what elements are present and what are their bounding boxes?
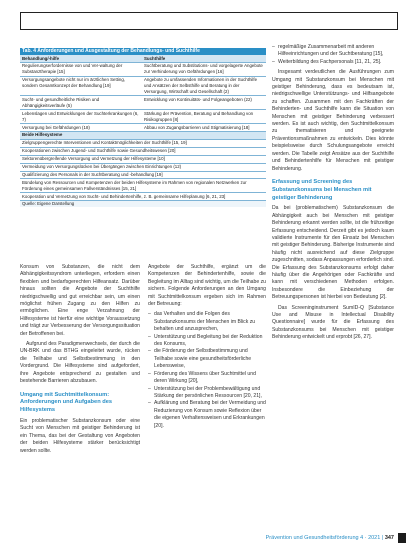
- paragraph: Das Screeninginstrument SumID-Q [Substance Use and Misuse in Intellectual Disability Questionnaire] wurde für die Erfassung des Substanzkonsums bei Menschen mit geistiger Behinderung entwickelt und erprobt [26, 27].: [272, 304, 394, 341]
- list-item: – Unterstützung und Begleitung bei der Reduktion des Konsums,: [154, 334, 266, 349]
- paragraph: Aufgrund des Paradigmenwechsels, der durch die UN-BRK und das BTHG eingeleitet wurde, rücken die Teilhabe und Selbstbestimmung in den Vordergrund. Die Hilfesysteme sind aufgefordert, ihre Angebote entsprechend zu gestalten und bestehende Barrieren abzubauen.: [20, 341, 140, 385]
- list-item: – regelmäßige Zusammenarbeit mit anderen Hilfeeinrichtungen und der Suchtberatung [15],: [278, 44, 394, 59]
- page-number: 347: [384, 535, 394, 541]
- table-row: [20, 139, 266, 147]
- table-caption: Tab. 4 Anforderungen und Ausgestaltung der Behandlungs- und Suchthilfe: [20, 48, 266, 55]
- list-item: – die Förderung der Selbstbestimmung und Teilhabe sowie eine gesundheitsförderliche Lebensweise,: [154, 348, 266, 370]
- table-header-left: Behandlung/-hilfe: [20, 55, 142, 62]
- footer-marker: [398, 533, 406, 543]
- paragraph: Konsum von Substanzen, die nicht dem Abhängigkeitssyndrom unterliegen, erfordern einen flexiblen und bedarfsgerechten Hilfeansatz. Darüber hinaus sollten die Angebote der Suchthilfe niedrigschwellig und gut erreichbar sein, um einen möglichst frühen Zugang zu den Hilfen zu ermöglichen. Eine enge Verzahnung der Hilfesysteme ist hierfür eine wichtige Voraussetzung und trägt zur Verbesserung der Versorgungssituation der Betroffenen bei.: [20, 264, 140, 337]
- text-column-2: [148, 264, 266, 433]
- paragraph: Da bei (problematischem) Substanzkonsum die Abhängigkeit auch bei Menschen mit geistiger Behinderung erkannt werden sollte, ist die frühzeitige Erfassung entscheidend. Derzeit gibt es jedoch kaum validierte Instrumente für den Einsatz bei Menschen mit geistiger Behinderung. Bisherige Instrumente sind häufig nicht ausreichend auf diese Zielgruppe zugeschnitten, sodass Anpassungen erforderlich sind. Die Erfassung des Substanzkonsums erfolgt daher häufig über die Angehörigen oder Fachkräfte und kann mit verschiedenen Methoden erfolgen. Insbesondere die Einbeziehung der Betreuungspersonen ist hierbei von Bedeutung [2].: [272, 205, 394, 301]
- table-source: Quelle: Eigene Darstellung: [20, 200, 266, 207]
- text-column-3: [272, 44, 394, 345]
- table-row: [20, 76, 266, 96]
- list-item: – Förderung des Wissens über Suchtmittel und deren Wirkung [20],: [154, 371, 266, 386]
- table-4: [20, 48, 266, 207]
- table-row: [20, 179, 266, 193]
- table-cell: Abbau von Zugangsbarrieren und Stigmatisierung [18]: [142, 124, 266, 132]
- table-cell: Bündelung von Ressourcen und Kompetenzen der beiden Hilfesysteme im Rahmen von regionalen Netzwerken zur Förderung eines gemeinsamen Fallverständnisses [15, 21]: [20, 179, 266, 193]
- bullet-list: [272, 44, 394, 66]
- table-cell: Regulierungserfordernisse von und Ver-waltung der Substanztherapie [15]: [20, 62, 142, 76]
- paragraph: Ein problematischer Substanzkonsum oder eine Sucht von Menschen mit geistiger Behinderung ist ein Thema, das bei der Gestaltung von Angeboten der beiden Hilfesysteme stärker berücksichtigt werden sollte.: [20, 417, 140, 454]
- journal-name: Prävention und Gesundheitsförderung 4 · 2021: [265, 535, 381, 541]
- table-cell: Suchtberatung und Substitutions- und vorgelagerte Angebote zur Verhinderung von Gefährdungen [16]: [142, 62, 266, 76]
- table-row: [20, 62, 266, 76]
- bullet-list: [148, 311, 266, 430]
- text-column-1: [20, 264, 140, 458]
- table-cell: Sektorenübergreifende Versorgung und Vernetzung der Hilfesysteme [10]: [20, 155, 266, 163]
- table-row: [20, 110, 266, 124]
- paragraph: Insgesamt verdeutlichen die Ausführungen zum Umgang mit Substanzkonsum bei Menschen mit geistiger Behinderung, dass es bedeutsam ist, niedrigschwellige Unterstützungs- und Hilfsangebote zu schaffen. Zusammen mit den Fachkräften der Behinderten- und Suchthilfe kann die Situation von Menschen mit geistiger Behinderung verbessert werden. Es ist auch wichtig, den Suchtmittelkonsum zu thematisieren und geeignete Präventionsmaßnahmen zu entwickeln. Dies könnte beispielsweise durch Schulungsangebote erreicht werden. Die Tabelle zeigt Ansätze aus der Suchthilfe und Behindertenhilfe für Menschen mit geistiger Behinderung.: [272, 69, 394, 172]
- table-section-row: [20, 131, 266, 139]
- list-item: – Unterstützung bei der Problembewältigung und Stärkung der persönlichen Ressourcen [20, 21],: [154, 386, 266, 401]
- table-row: [20, 124, 266, 132]
- table-cell: Sucht- und gesundheitliche Risiken und Abhängigkeitsverläufe (5): [20, 96, 142, 110]
- table-row: [20, 147, 266, 155]
- list-item: – Aufklärung und Beratung bei der Vermeidung und Reduzierung von Konsum sowie Reflexion über die eigenen Verhaltensweisen und Erkrankungen [20].: [154, 400, 266, 430]
- footer-text: Prävention und Gesundheitsförderung 4 · 2021 | 347: [265, 535, 394, 541]
- table-cell: Stärkung der Prävention, Beratung und Behandlung von Risikogruppen [8]: [142, 110, 266, 124]
- table-row: [20, 193, 266, 200]
- table-cell: Versorgungsangebote nicht nur im ärztlichen Setting, sondern Gesamtkonzept der Behandlung [19]: [20, 76, 142, 96]
- table-cell: Kooperationen zwischen Jugend- und Suchthilfe sowie Gesundheitswesen [20]: [20, 147, 266, 155]
- table-cell: Qualifizierung des Personals in der Suchtberatung und -behandlung [19]: [20, 171, 266, 179]
- list-item: – Weiterbildung des Fachpersonals [11, 21, 25].: [278, 59, 394, 66]
- paragraph: Angebote der Suchthilfe, ergänzt um die Kompetenzen der Behindertenhilfe, sowie die Begleitung im Alltag sind wichtig, um die Teilhabe zu sichern. Folgende Anforderungen an den Umgang mit Suchtmittelkonsum ergeben sich im Rahmen der Betreuung:: [148, 264, 266, 308]
- list-item: – das Verhalten und die Folgen des Substanzkonsums der Menschen im Blick zu behalten und anzusprechen,: [154, 311, 266, 333]
- table-body: [20, 55, 266, 200]
- table-cell: Lebenslagen und Entwicklungen der Suchterkrankungen (6, 7): [20, 110, 142, 124]
- table-section-label: Beide Hilfesysteme: [20, 131, 266, 139]
- table-cell: Angebote zu umfassenden Informationen in der Suchthilfe und Ansätzen der Selbsthilfe und Beratung in der Versorgung, Wirtschaft und Gesellschaft (2): [142, 76, 266, 96]
- page-footer: [20, 533, 408, 543]
- table-row: [20, 163, 266, 171]
- table-cell: Entwicklung von Kontinuitäts- und Folgeangeboten (22): [142, 96, 266, 110]
- table-cell: Versorgung bei Gefährdungen (18): [20, 124, 142, 132]
- table-cell: Kooperation und Vernetzung von Sucht- und Behindertenhilfe, z. B. gemeinsame Hilfeplanung [6, 21, 23]: [20, 193, 266, 200]
- table-cell: Vermeidung von Versorgungslücken bei Übergängen zwischen Einrichtungen (12): [20, 163, 266, 171]
- table-header-row: [20, 55, 266, 62]
- table-row: [20, 96, 266, 110]
- section-heading: Umgang mit Suchtmittelkonsum: Anforderungen und Aufgaben des Hilfesystems: [20, 391, 113, 414]
- table-header-right: Suchthilfe: [142, 55, 266, 62]
- table-row: [20, 155, 266, 163]
- table-row: [20, 171, 266, 179]
- table-cell: Zielgruppengerechte Interventionen und Kontaktmöglichkeiten der Suchthilfe [15, 19]: [20, 139, 266, 147]
- header-rule-box: [20, 12, 398, 30]
- section-heading: Erfassung und Screening des Substanzkonsums bei Menschen mit geistiger Behinderung: [272, 178, 372, 201]
